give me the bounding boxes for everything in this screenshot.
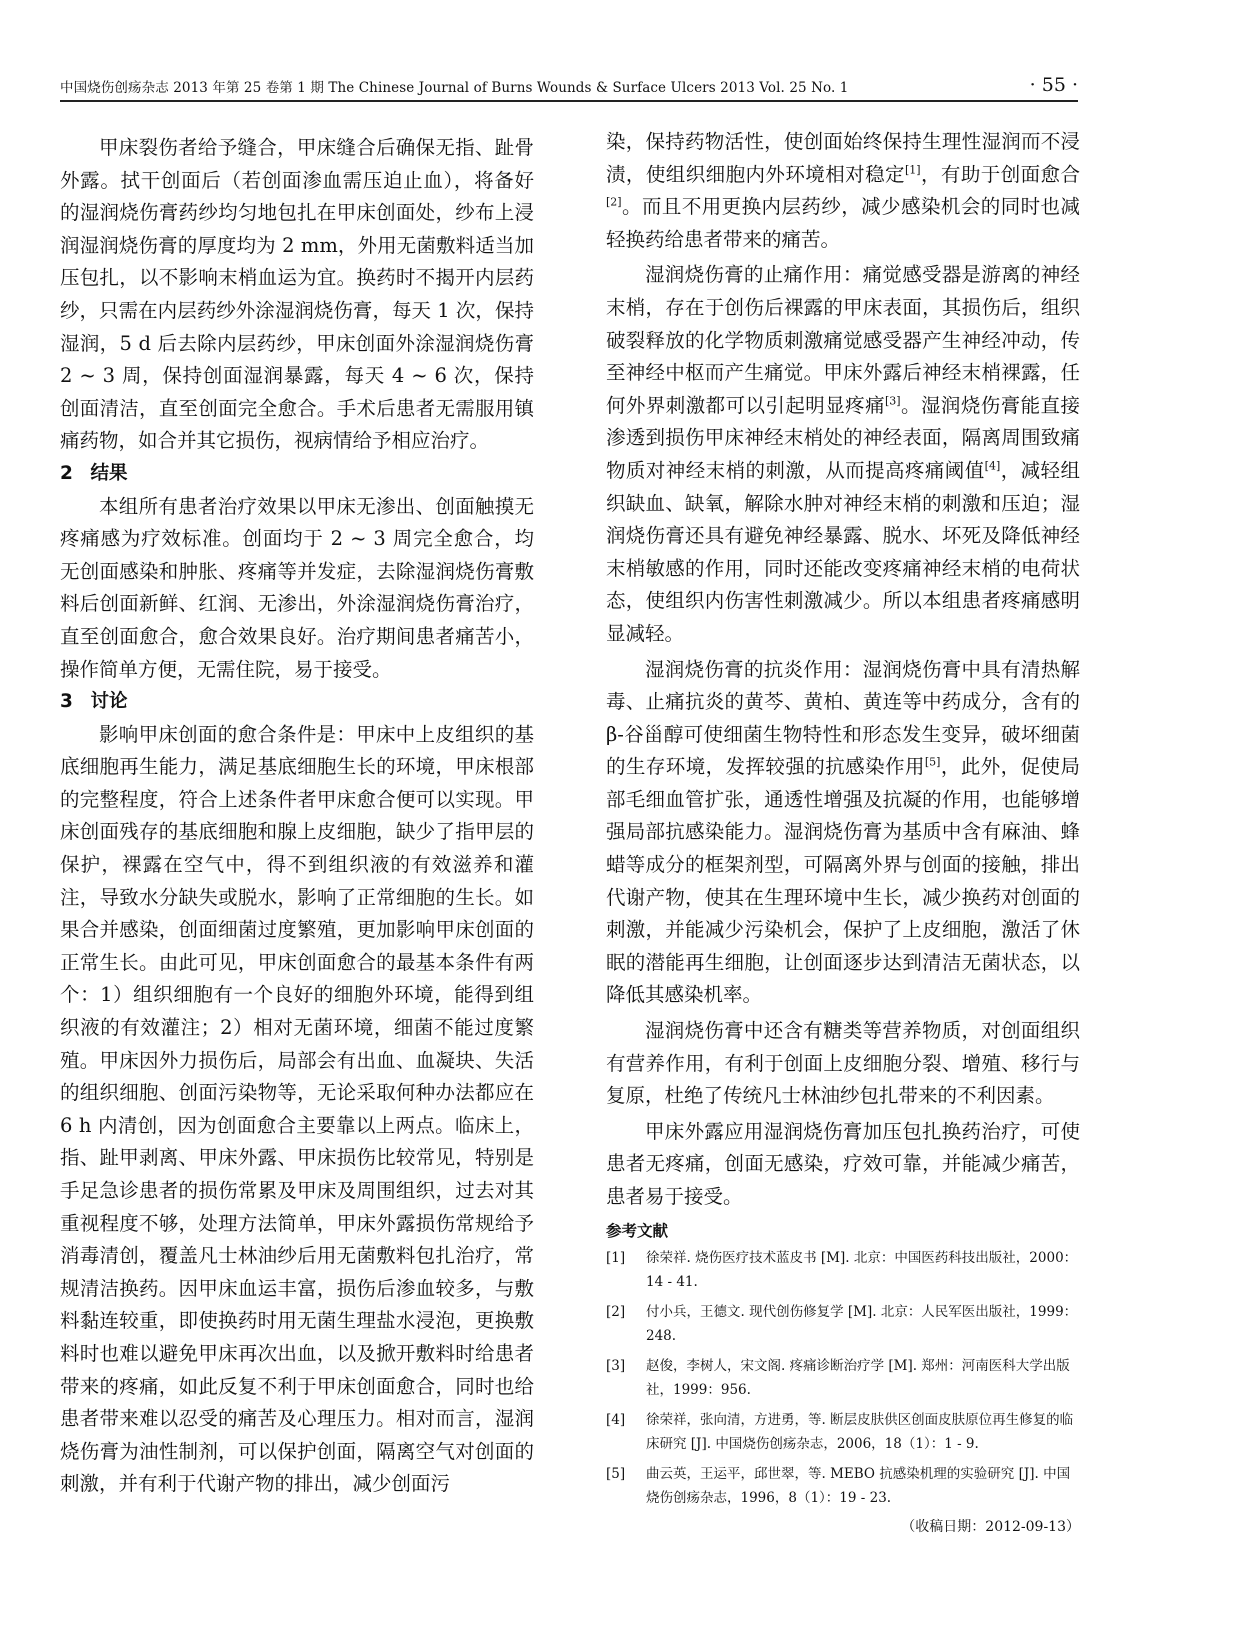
right-column xyxy=(606,126,1080,1538)
methods-paragraph-continued: 甲床裂伤者给予缝合，甲床缝合后确保无指、趾骨外露。拭干创面后（若创面渗血需压迫止血），将备好的湿润烧伤膏药纱均匀地包扎在甲床创面处，纱布上浸润湿润烧伤膏的厚度均为 2 mm，外用无菌敷料适当加压包扎，以不影响末梢血运为宜。换药时不揭开内层药纱，只需在内层药纱外涂湿润烧伤膏，每天 1 次，保持湿润，5 d 后去除内层药纱，甲床创面外涂湿润烧伤膏 2 ~ 3 周，保持创面湿润暴露，每天 4 ~ 6 次，保持创面清洁，直至创面完全愈合。手术后患者无需服用镇痛药物，如合并其它损伤，视病情给予相应治疗。 xyxy=(60,136,534,453)
journal-citation: 中国烧伤创疡杂志 2013 年第 25 卷第 1 期 The Chinese Journal of Burns Wounds & Surface Ulcers 2013 Vol. 25 No. 1 xyxy=(60,80,849,96)
section-title: 讨论 xyxy=(90,691,128,713)
page-number: · 55 · xyxy=(1029,74,1078,96)
section-heading-discussion xyxy=(60,686,534,719)
citation-marker: [5] xyxy=(924,755,941,769)
citation-marker: [1] xyxy=(904,163,921,177)
citation-marker: [2] xyxy=(606,195,622,209)
anti-inflammatory-paragraph: 湿润烧伤膏的抗炎作用：湿润烧伤膏中具有清热解毒、止痛抗炎的黄芩、黄柏、黄连等中药成分，含有的β-谷甾醇可使细菌生物特性和形态发生变异，破坏细菌的生存环境，发挥较强的抗感染作用[5]，此外，促使局部毛细血管扩张，通透性增强及抗凝的作用，也能够增强局部抗感染能力。湿润烧伤膏为基质中含有麻油、蜂蜡等成分的框架剂型，可隔离外界与创面的接触，排出代谢产物，使其在生理环境中生长，减少换药对创面的刺激，并能减少污染机会，保护了上皮细胞，激活了休眠的潜能再生细胞，让创面逐步达到清洁无菌状态，以降低其感染机率。 xyxy=(606,657,1080,1007)
reference-item: [1] 徐荣祥. 烧伤医疗技术蓝皮书 [M]. 北京：中国医药科技出版社，2000：14 - 41. xyxy=(606,1249,1078,1290)
discussion-paragraph-continued: 染，保持药物活性，使创面始终保持生理性湿润而不浸渍，使组织细胞内外环境相对稳定[1]，有助于创面愈合[2]。而且不用更换内层药纱，减少感染机会的同时也减轻换药给患者带来的痛苦。 xyxy=(606,130,1080,251)
section-heading-results xyxy=(60,458,534,491)
discussion-paragraph: 影响甲床创面的愈合条件是：甲床中上皮组织的基底细胞再生能力，满足基底细胞生长的环境，甲床根部的完整程度，符合上述条件者甲床愈合便可以实现。甲床创面残存的基底细胞和腺上皮细胞，缺少了指甲层的保护，裸露在空气中，得不到组织液的有效滋养和灌注，导致水分缺失或脱水，影响了正常细胞的生长。如果合并感染，创面细菌过度繁殖，更加影响甲床创面的正常生长。由此可见，甲床创面愈合的最基本条件有两个：1）组织细胞有一个良好的细胞外环境，能得到组织液的有效灌注；2）相对无菌环境，细菌不能过度繁殖。甲床因外力损伤后，局部会有出血、血凝块、失活的组织细胞、创面污染物等，无论采取何种办法都应在 6 h 内清创，因为创面愈合主要靠以上两点。临床上，指、趾甲剥离、甲床外露、甲床损伤比较常见，特别是手足急诊患者的损伤常累及甲床及周围组织，过去对其重视程度不够，处理方法简单，甲床外露损伤常规给予消毒清创，覆盖凡士林油纱后用无菌敷料包扎治疗，常规清洁换药。因甲床血运丰富，损伤后渗血较多，与敷料黏连较重，即使换药时用无菌生理盐水浸泡，更换敷料时也难以避免甲床再次出血，以及掀开敷料时给患者带来的疼痛，如此反复不利于甲床创面愈合，同时也给患者带来难以忍受的痛苦及心理压力。相对而言，湿润烧伤膏为油性制剂，可以保护创面，隔离空气对创面的刺激，并有利于代谢产物的排出，减少创面污 xyxy=(60,722,534,1496)
reference-item: [4] 徐荣祥，张向清，方进勇，等. 断层皮肤供区创面皮肤原位再生修复的临床研究 [J]. 中国烧伤创疡杂志，2006，18（1）：1 - 9. xyxy=(606,1411,1074,1452)
reference-item: [3] 赵俊，李树人，宋文阁. 疼痛诊断治疗学 [M]. 郑州：河南医科大学出版社，1999：956. xyxy=(606,1357,1070,1398)
section-title: 结果 xyxy=(90,462,128,484)
reference-item: [2] 付小兵，王德文. 现代创伤修复学 [M]. 北京：人民军医出版社，1999：248. xyxy=(606,1303,1078,1344)
section-number: 3 xyxy=(60,691,73,713)
reference-item: [5] 曲云英，王运平，邱世翠，等. MEBO 抗感染机理的实验研究 [J]. 中国烧伤创疡杂志，1996，8（1）：19 - 23. xyxy=(606,1465,1071,1506)
section-number: 2 xyxy=(60,462,73,484)
analgesic-effect-paragraph: 湿润烧伤膏的止痛作用：痛觉感受器是游离的神经末梢，存在于创伤后裸露的甲床表面，其损伤后，组织破裂释放的化学物质刺激痛觉感受器产生神经冲动，传至神经中枢而产生痛觉。甲床外露后神经末梢裸露，任何外界刺激都可以引起明显疼痛[3]。湿润烧伤膏能直接渗透到损伤甲床神经末梢处的神经表面，隔离周围致痛物质对神经末梢的刺激，从而提高疼痛阈值[4]，减轻组织缺血、缺氧，解除水肿对神经末梢的刺激和压迫；湿润烧伤膏还具有避免神经暴露、脱水、坏死及降低神经末梢敏感的作用，同时还能改变疼痛神经末梢的电荷状态，使组织内伤害性刺激减少。所以本组患者疼痛感明显减轻。 xyxy=(606,263,1080,645)
nutrition-paragraph: 湿润烧伤膏中还含有糖类等营养物质，对创面组织有营养作用，有利于创面上皮细胞分裂、增殖、移行与复原，杜绝了传统凡士林油纱包扎带来的不利因素。 xyxy=(606,1019,1080,1108)
citation-marker: [3] xyxy=(885,394,901,408)
running-header xyxy=(60,74,1078,102)
left-column xyxy=(60,132,534,1501)
references-heading: 参考文献 xyxy=(606,1221,669,1240)
reference-list xyxy=(606,1246,1080,1510)
citation-marker: [4] xyxy=(984,459,1001,473)
received-date: （收稿日期：2012-09-13） xyxy=(901,1518,1080,1535)
results-paragraph: 本组所有患者治疗效果以甲床无渗出、创面触摸无疼痛感为疗效标准。创面均于 2 ~ 3 周完全愈合，均无创面感染和肿胀、疼痛等并发症，去除湿润烧伤膏敷料后创面新鲜、红润、无渗出，外涂湿润烧伤膏治疗，直至创面愈合，愈合效果良好。治疗期间患者痛苦小，操作简单方便，无需住院，易于接受。 xyxy=(60,494,534,681)
conclusion-paragraph: 甲床外露应用湿润烧伤膏加压包扎换药治疗，可使患者无疼痛，创面无感染，疗效可靠，并能减少痛苦，患者易于接受。 xyxy=(606,1119,1080,1208)
